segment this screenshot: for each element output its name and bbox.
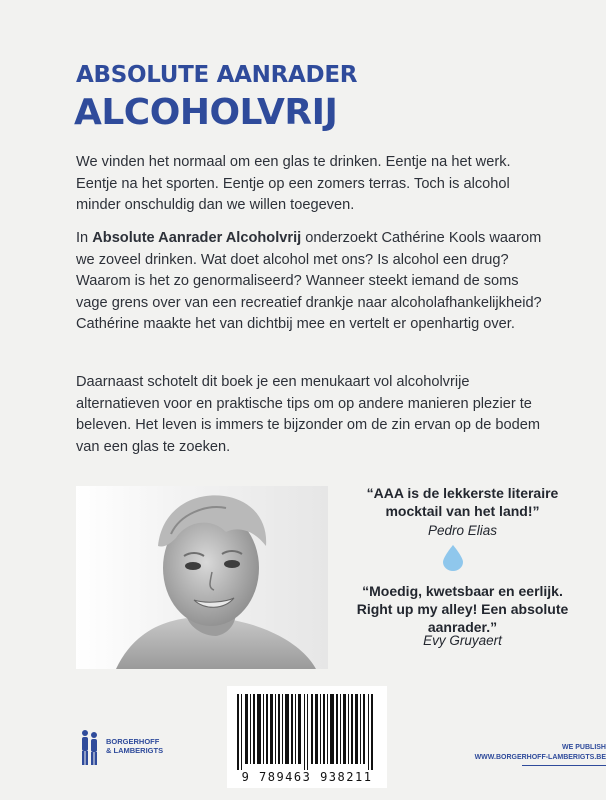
barcode bbox=[227, 686, 387, 788]
divider-line bbox=[522, 765, 606, 766]
barcode-bars bbox=[237, 694, 377, 770]
publisher-name-line-2: & LAMBERIGTS bbox=[106, 746, 164, 755]
publisher-url: WWW.BORGERHOFF-LAMBERIGTS.BE bbox=[474, 754, 606, 761]
water-drop-icon bbox=[443, 545, 463, 576]
title-line-1: ABSOLUTE AANRADER bbox=[76, 62, 358, 88]
isbn-number: 9 789463 938211 bbox=[241, 770, 373, 784]
paragraph-summary-prefix: In bbox=[76, 230, 93, 246]
title-line-2: ALCOHOLVRIJ bbox=[74, 92, 338, 133]
publisher-logo-icon bbox=[79, 729, 101, 774]
quote-1-author: Pedro Elias bbox=[427, 523, 498, 538]
author-portrait-drawing bbox=[76, 486, 328, 669]
paragraph-intro: We vinden het normaal om een glas te drinken. Eentje na het werk. Eentje na het sporten. Eentje op een zomers terras. Toch is alcohol minder onschuldig dan we willen toegeven. bbox=[76, 154, 511, 213]
paragraph-summary-rest: onderzoekt Cathérine Kools waarom we zoveel drinken. Wat doet alcohol met ons? Is alcohol een drug? Waarom is het zo genormaliseerd? Wanneer steekt iemand de soms vage grens over van een recreatief drankje naar alcoholafhankelijkheid? Cathérine maakte het van dichtbij mee en vertelt er openhartig over. bbox=[76, 230, 542, 332]
author-portrait bbox=[76, 486, 328, 669]
publisher-name-line-1: BORGERHOFF bbox=[106, 737, 160, 746]
quote-1-text: “AAA is de lekkerste literaire mocktail van het land!” bbox=[366, 485, 559, 519]
publisher-tagline: WE PUBLISH bbox=[562, 744, 606, 751]
publisher-name bbox=[106, 737, 163, 755]
quote-2-text: “Moedig, kwetsbaar en eerlijk. Right up my alley! Een absolute aanrader.” bbox=[356, 583, 569, 635]
quote-2-author: Evy Gruyaert bbox=[423, 633, 502, 648]
paragraph-summary bbox=[76, 228, 546, 336]
book-title-inline: Absolute Aanrader Alcoholvrij bbox=[92, 230, 302, 246]
paragraph-closing: Daarnaast schotelt dit boek je een menukaart vol alcoholvrije alternatieven voor en praktische tips om op andere manieren plezier te beleven. Het leven is immers te bijzonder om de zin ervan op de bodem van een glas te zoeken. bbox=[76, 374, 540, 455]
